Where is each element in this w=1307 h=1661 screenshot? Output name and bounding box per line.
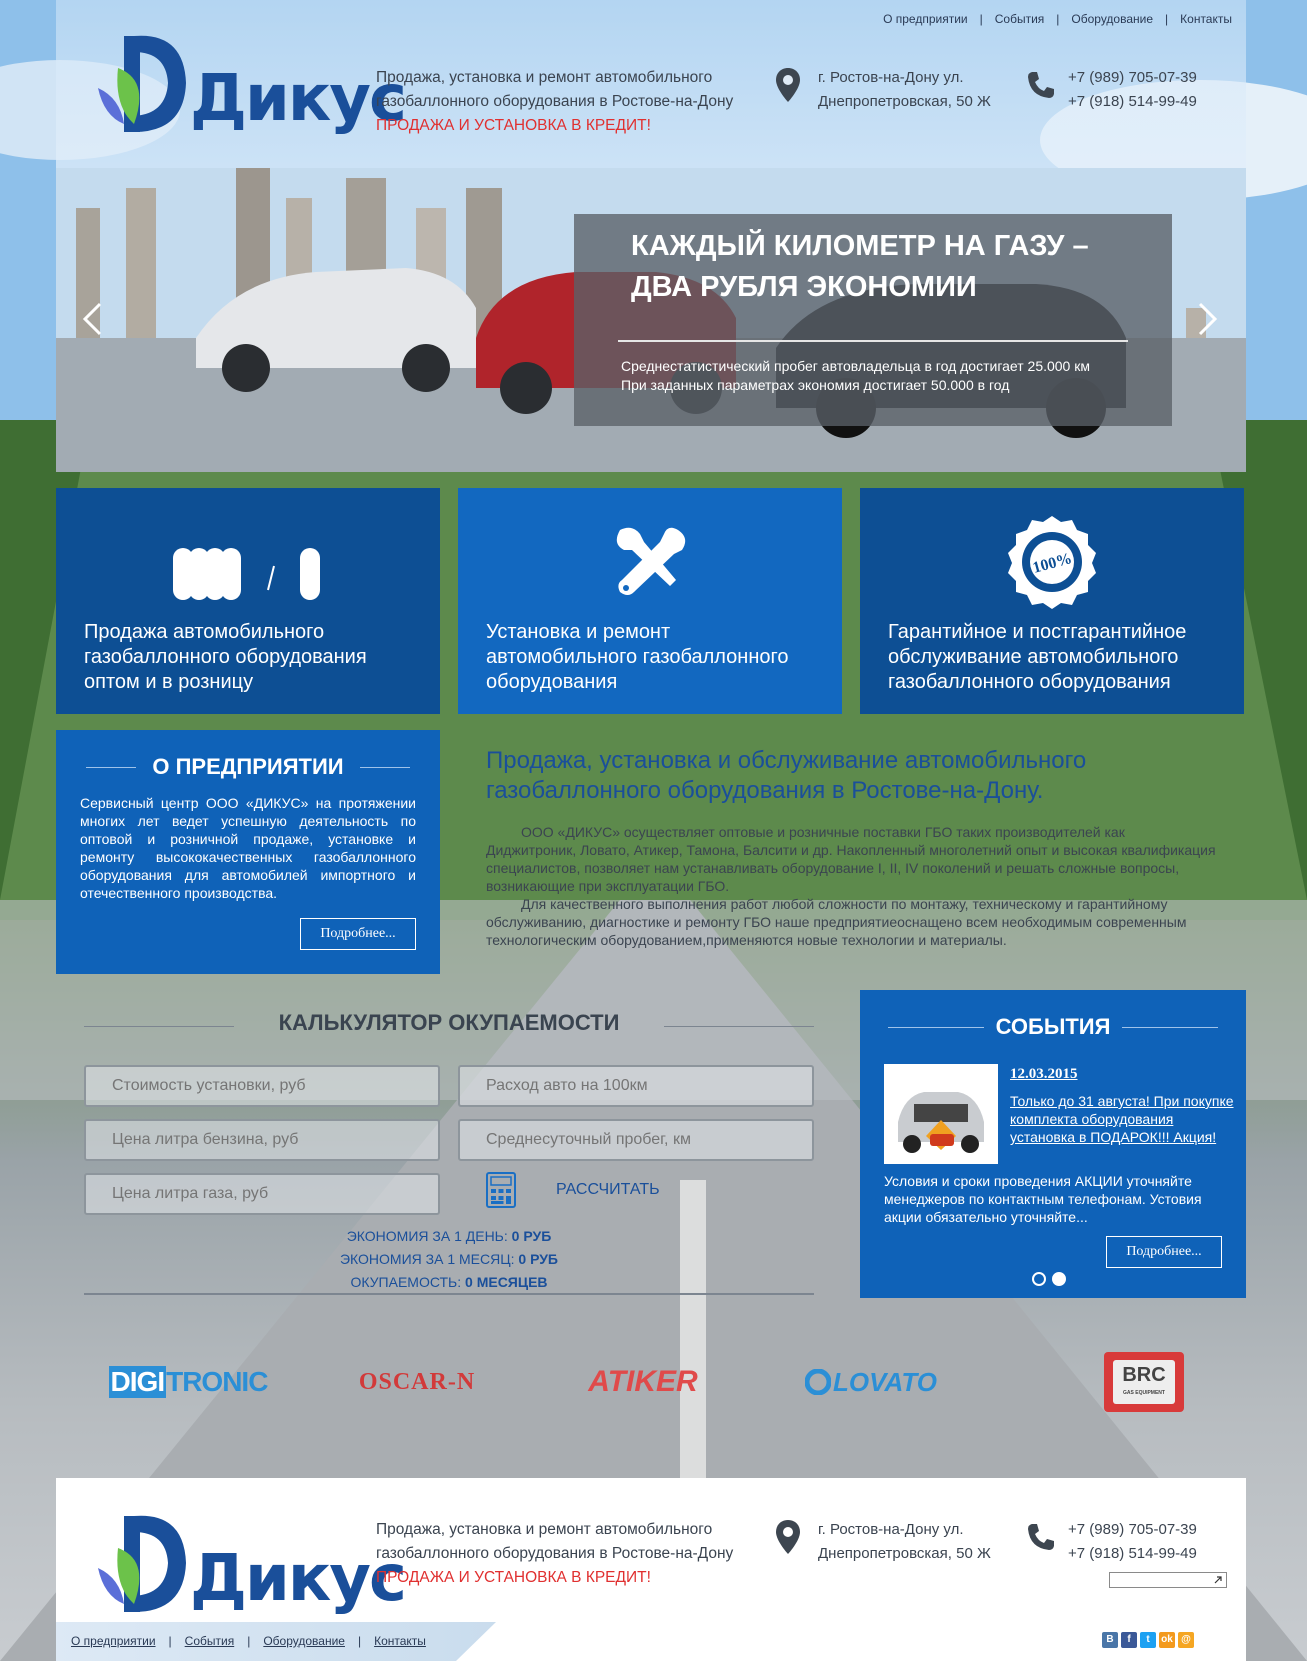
phones [1026,66,1197,114]
footer-counter-widget[interactable] [1109,1572,1227,1588]
top-nav-equipment[interactable]: Оборудование [1071,12,1154,26]
brc-label: BRC [1122,1364,1166,1386]
feature-warranty[interactable] [860,488,1244,714]
partner-brc[interactable] [1104,1340,1184,1424]
about-more-button[interactable]: Подробнее... [300,918,416,950]
event-image[interactable] [884,1064,998,1164]
partner-oscar-n[interactable]: OSCAR-N [358,1368,476,1395]
tagline-line2: газобаллонного оборудования в Ростове-на-Дону [376,93,734,110]
top-nav [883,12,1232,26]
social-links [1102,1632,1194,1648]
phone-icon [1026,70,1056,100]
nav-separator: | [168,1634,172,1648]
gas-price-input[interactable] [84,1173,440,1215]
nav-separator: | [357,1634,362,1648]
lovato-swirl-icon [805,1369,831,1395]
footer-logo-text: Дикус [190,1542,405,1616]
page [56,0,1246,1661]
phone-2[interactable]: +7 (918) 514-99-49 [1068,93,1197,110]
result-month-value: 0 РУБ [518,1251,558,1267]
slide-divider [618,340,1128,342]
calculator-icon [486,1172,516,1208]
heading-line [888,1027,984,1028]
tagline-line1: Продажа, установка и ремонт автомобильного [376,1521,713,1538]
twitter-icon[interactable]: t [1140,1632,1156,1648]
tagline-line1: Продажа, установка и ремонт автомобильного [376,69,713,86]
partner-lovato-label: LOVATO [833,1366,937,1397]
event-text: Условия и сроки проведения АКЦИИ уточняйте менеджеров по контактным телефонам. Устовия акции обязательно уточняйте... [884,1173,1202,1225]
mail-icon[interactable]: @ [1178,1632,1194,1648]
intro-title: Продажа, установка и обслуживание автомобильного газобаллонного оборудования в Ростове-на-Дону. [486,747,1087,804]
install-cost-input[interactable] [84,1065,440,1107]
heading-line [86,767,136,768]
phone-1[interactable]: +7 (989) 705-07-39 [1068,1521,1197,1538]
feature-title: Установка и ремонт автомобильного газобаллонного оборудования [486,621,789,693]
logo-text: Дикус [190,62,405,136]
address-line2: Днепропетровская, 50 Ж [818,1545,991,1562]
calculate-label: РАССЧИТАТЬ [556,1181,660,1198]
feature-title: Гарантийное и постгарантийное обслуживание автомобильного газобаллонного оборудования [888,621,1187,693]
guarantee-percent: 100% [1030,550,1074,577]
map-pin-icon [776,1520,800,1554]
header [56,0,1246,168]
about-heading [86,754,410,780]
brc-badge [1104,1352,1184,1412]
partner-lovato[interactable] [796,1340,946,1424]
phone-icon [1026,1522,1056,1552]
leaf-icon [94,28,190,138]
odnoklassniki-icon[interactable]: ok [1159,1632,1175,1648]
result-day [84,1228,814,1244]
address-line1: г. Ростов-на-Дону ул. [818,69,964,86]
footer [56,1478,1246,1661]
address [776,66,991,114]
intro-paragraph-1: ООО «ДИКУС» осуществляет оптовые и розничные поставки ГБО таких производителей как Диджитроник, Ловато, Атикер, Тамона, Балсити и др. Накопленный многолетний опыт и высокая квалификация специалистов, позволяет нам устанавливать оборудование I, II, IV поколений и решать сложные вопросы, возникающие при эксплуатации ГБО. [486,824,1216,894]
intro-text [486,823,1216,949]
nav-separator: | [1056,12,1060,26]
cylinders-icon [56,510,440,610]
event-date: 12.03.2015 [1010,1066,1078,1082]
slider-next-arrow-icon[interactable] [1198,302,1218,336]
result-payback-label: ОКУПАЕМОСТЬ: [350,1274,462,1290]
tagline-line2: газобаллонного оборудования в Ростове-на-Дону [376,1545,734,1562]
footer-nav-contacts[interactable]: Контакты [374,1634,426,1648]
result-month-label: ЭКОНОМИЯ ЗА 1 МЕСЯЦ: [339,1251,515,1267]
events-heading [888,1014,1218,1040]
facebook-icon[interactable]: f [1121,1632,1137,1648]
calculate-button[interactable] [486,1172,660,1208]
footer-nav-events[interactable]: События [184,1634,235,1648]
logo[interactable] [94,28,405,138]
map-pin-icon [776,68,800,102]
footer-address [776,1518,991,1566]
phone-1[interactable]: +7 (989) 705-07-39 [1068,69,1197,86]
footer-phones [1026,1518,1197,1566]
slider-prev-arrow-icon[interactable] [82,302,102,336]
nav-separator: | [1165,12,1169,26]
tagline [376,66,756,138]
footer-nav [71,1634,426,1648]
events-more-button[interactable]: Подробнее... [1106,1236,1222,1268]
brc-sub-label: GAS EQUIPMENT [1123,1390,1165,1396]
heading-line [360,767,410,768]
about-text: Сервисный центр ООО «ДИКУС» на протяжении многих лет ведет успешную деятельность по оптовой и розничной продаже, установке и ремонту высококачественных газобаллонного оборудования для автомобилей импортного и отечественного производства. [80,795,416,901]
footer-nav-about[interactable]: О предприятии [71,1634,156,1648]
nav-separator: | [247,1634,251,1648]
events-panel [860,990,1246,1298]
calculator-title: КАЛЬКУЛЯТОР ОКУПАЕМОСТИ [278,1010,620,1035]
intro-paragraph-2: Для качественного выполнения работ любой сложности по монтажу, техническому и гарантийному обслуживанию, диагностике и ремонту ГБО наше предприятиеоснащено всем необходимым современным технологическим оборудованием,применяются новые технологии и материалы. [486,896,1187,948]
result-month [84,1251,814,1267]
result-payback [84,1274,814,1290]
guarantee-badge-icon [860,510,1244,610]
events-dot-1[interactable] [1032,1272,1046,1286]
calculator-heading [84,1010,814,1040]
slide-text [621,357,1161,395]
leaf-icon [94,1508,190,1618]
partner-atiker[interactable]: ATIKER [588,1365,698,1398]
partners-strip [56,1340,1246,1424]
feature-install[interactable] [458,488,842,714]
top-nav-contacts[interactable]: Контакты [1180,12,1232,26]
result-day-value: 0 РУБ [511,1228,552,1244]
result-payback-value: 0 МЕСЯЦЕВ [465,1274,548,1290]
petrol-price-input[interactable] [84,1119,440,1161]
calculator-divider [84,1293,814,1295]
vk-icon[interactable]: B [1102,1632,1118,1648]
brc-badge-inner [1113,1360,1175,1404]
hero-slider [56,168,1246,472]
slide-title: КАЖДЫЙ КИЛОМЕТР НА ГАЗУ – ДВА РУБЛЯ ЭКОНОМИИ [631,230,1089,303]
result-day-label: ЭКОНОМИЯ ЗА 1 ДЕНЬ: [346,1228,508,1244]
footer-nav-equipment[interactable]: Оборудование [263,1634,345,1648]
nav-separator: | [979,12,983,26]
about-panel [56,730,440,974]
top-nav-about[interactable]: О предприятии [883,12,968,26]
events-pagination [1032,1272,1066,1286]
slide-text-line2: При заданных параметрах экономия достигает 50.000 в год [621,377,1010,393]
partner-digitronic[interactable] [108,1340,268,1424]
tools-icon [458,510,842,610]
feature-title: Продажа автомобильного газобаллонного оборудования оптом и в розницу [84,621,367,693]
event-link[interactable]: Только до 31 августа! При покупке комплекта оборудования установка в ПОДАРОК!!! Акция! [1010,1093,1234,1145]
heading-line [664,1026,814,1027]
events-title: СОБЫТИЯ [995,1014,1111,1039]
partner-digitronic-a: DIGI [110,1366,165,1397]
footer-logo[interactable] [94,1508,405,1618]
slide-text-line1: Среднестатистический пробег автовладельца в год достигает 25.000 км [621,358,1090,374]
partner-digitronic-b: TRONIC [166,1366,268,1397]
fuel-consumption-input[interactable] [458,1065,814,1107]
footer-tagline [376,1518,756,1590]
daily-mileage-input[interactable] [458,1119,814,1161]
about-title: О ПРЕДПРИЯТИИ [152,754,344,779]
address-line2: Днепропетровская, 50 Ж [818,93,991,110]
phone-2[interactable]: +7 (918) 514-99-49 [1068,1545,1197,1562]
feature-sales[interactable] [56,488,440,714]
credit-offer: ПРОДАЖА И УСТАНОВКА В КРЕДИТ! [376,1569,651,1586]
address-line1: г. Ростов-на-Дону ул. [818,1521,964,1538]
heading-line [1122,1027,1218,1028]
events-dot-2[interactable] [1052,1272,1066,1286]
top-nav-events[interactable]: События [994,12,1045,26]
external-link-icon [1213,1575,1223,1585]
credit-offer: ПРОДАЖА И УСТАНОВКА В КРЕДИТ! [376,117,651,134]
